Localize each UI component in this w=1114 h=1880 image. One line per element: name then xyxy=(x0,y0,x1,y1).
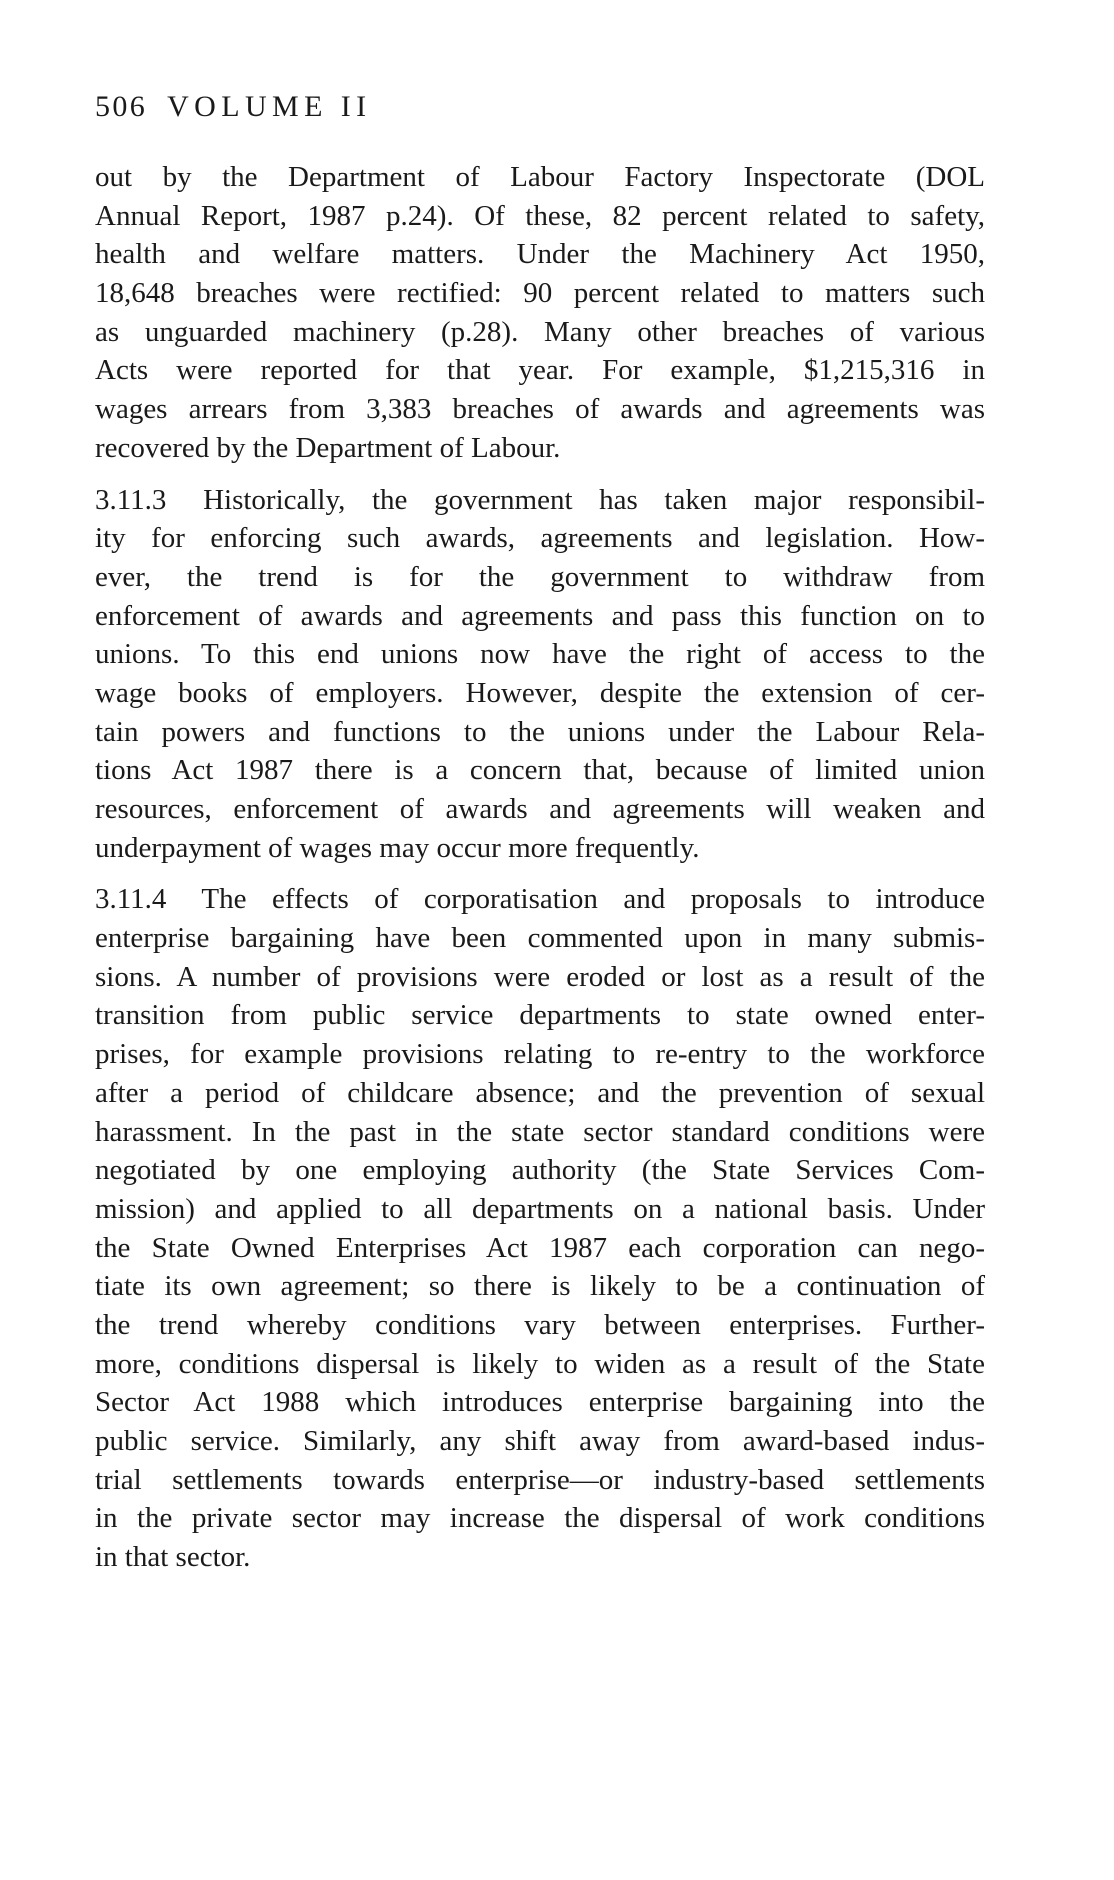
line-text: after a period of childcare absence; and the prevention of sexual xyxy=(95,1076,985,1109)
text-line xyxy=(95,713,985,752)
text-line xyxy=(95,880,985,919)
text-line xyxy=(95,351,985,390)
text-line xyxy=(95,197,985,236)
text-line xyxy=(95,1229,985,1268)
line-text: ever, the trend is for the government to withdraw from xyxy=(95,560,985,593)
text-line xyxy=(95,1538,985,1577)
text-line xyxy=(95,481,985,520)
line-text: harassment. In the past in the state sector standard conditions were xyxy=(95,1115,985,1148)
text-line xyxy=(95,996,985,1035)
line-text: health and welfare matters. Under the Machinery Act 1950, xyxy=(95,238,985,271)
text-line xyxy=(95,519,985,558)
line-text: tiate its own agreement; so there is likely to be a continuation of xyxy=(95,1270,985,1303)
text-line xyxy=(95,1383,985,1422)
text-line xyxy=(95,274,985,313)
text-line xyxy=(95,1461,985,1500)
line-text: in that sector. xyxy=(95,1541,251,1574)
line-text: resources, enforcement of awards and agreements will weaken and xyxy=(95,793,985,825)
line-text: in the private sector may increase the dispersal of work conditions xyxy=(95,1502,985,1535)
text-line xyxy=(95,1113,985,1152)
text-line xyxy=(95,790,985,829)
line-text: Acts were reported for that year. For example, $1,215,316 in xyxy=(95,354,985,387)
section-number: 3.11.3 xyxy=(95,483,167,516)
text-line xyxy=(95,751,985,790)
text-line xyxy=(95,558,985,597)
line-text: ity for enforcing such awards, agreements and legislation. How- xyxy=(95,522,985,555)
text-line xyxy=(95,958,985,997)
text-line xyxy=(95,1345,985,1384)
text-line xyxy=(95,1074,985,1113)
text-line xyxy=(95,919,985,958)
line-text: tain powers and functions to the unions under the Labour Rela- xyxy=(95,715,985,748)
text-line xyxy=(95,1499,985,1538)
line-text: Historically, the government has taken major responsibil- xyxy=(203,483,985,516)
line-text: public service. Similarly, any shift away from award-based indus- xyxy=(95,1425,985,1457)
section-number: 3.11.4 xyxy=(95,883,167,916)
text-line xyxy=(95,674,985,713)
running-head xyxy=(95,92,372,122)
text-line xyxy=(95,158,985,197)
line-text: out by the Department of Labour Factory Inspectorate (DOL xyxy=(95,161,985,193)
page-number: 506 xyxy=(95,90,148,123)
line-text: Sector Act 1988 which introduces enterprise bargaining into the xyxy=(95,1386,985,1419)
line-text: underpayment of wages may occur more frequently. xyxy=(95,831,700,864)
line-text: wage books of employers. However, despite the extension of cer- xyxy=(95,676,985,709)
line-text: sions. A number of provisions were eroded or lost as a result of the xyxy=(95,960,985,993)
text-line xyxy=(95,1267,985,1306)
line-text: the trend whereby conditions vary between enterprises. Further- xyxy=(95,1308,985,1341)
line-text: enforcement of awards and agreements and pass this function on to xyxy=(95,599,985,632)
line-text: wages arrears from 3,383 breaches of awards and agreements was xyxy=(95,393,985,426)
paragraph xyxy=(95,158,985,468)
text-line xyxy=(95,1422,985,1461)
text-line xyxy=(95,429,985,468)
line-text: more, conditions dispersal is likely to widen as a result of the State xyxy=(95,1347,985,1380)
line-text: trial settlements towards enterprise—or industry-based settlements xyxy=(95,1463,985,1496)
line-text: negotiated by one employing authority (the State Services Com- xyxy=(95,1154,985,1187)
text-line xyxy=(95,597,985,636)
line-text: recovered by the Department of Labour. xyxy=(95,431,561,464)
line-text: tions Act 1987 there is a concern that, because of limited union xyxy=(95,754,985,787)
volume-title: VOLUME II xyxy=(167,90,372,123)
line-text: the State Owned Enterprises Act 1987 each corporation can nego- xyxy=(95,1231,985,1264)
line-text: as unguarded machinery (p.28). Many other breaches of various xyxy=(95,315,985,348)
text-line xyxy=(95,1306,985,1345)
line-text: The effects of corporatisation and proposals to introduce xyxy=(201,883,985,916)
body-text xyxy=(95,158,985,1590)
text-line xyxy=(95,1035,985,1074)
text-line xyxy=(95,1151,985,1190)
paragraph xyxy=(95,481,985,868)
text-line xyxy=(95,235,985,274)
line-text: enterprise bargaining have been commented upon in many submis- xyxy=(95,922,985,955)
text-line xyxy=(95,635,985,674)
line-text: 18,648 breaches were rectified: 90 percent related to matters such xyxy=(95,277,985,310)
text-line xyxy=(95,1190,985,1229)
line-text: transition from public service departments to state owned enter- xyxy=(95,999,985,1032)
line-text: unions. To this end unions now have the right of access to the xyxy=(95,638,985,671)
text-line xyxy=(95,390,985,429)
line-text: prises, for example provisions relating to re-entry to the workforce xyxy=(95,1038,985,1071)
line-text: mission) and applied to all departments on a national basis. Under xyxy=(95,1192,985,1225)
text-line xyxy=(95,313,985,352)
text-line xyxy=(95,829,985,868)
paragraph xyxy=(95,880,985,1576)
line-text: Annual Report, 1987 p.24). Of these, 82 percent related to safety, xyxy=(95,199,985,232)
